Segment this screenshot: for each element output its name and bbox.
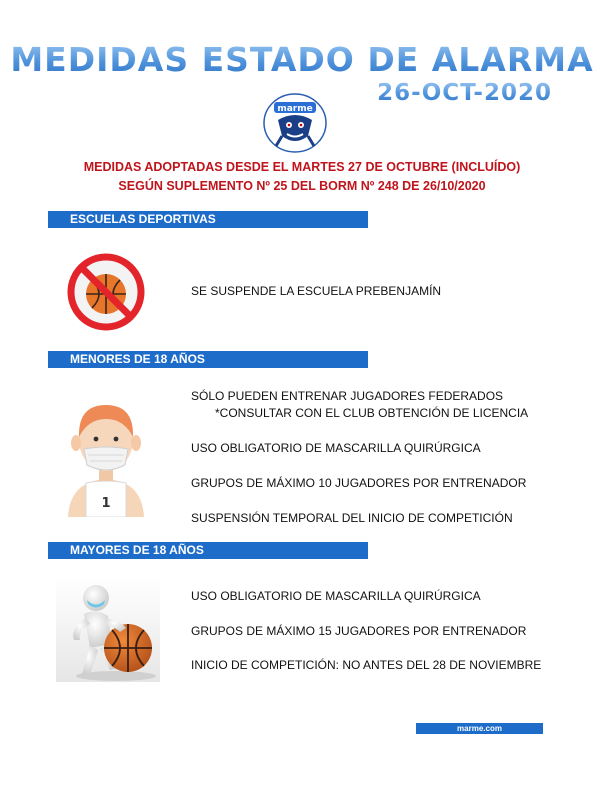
section-item: GRUPOS DE MÁXIMO 15 JUGADORES POR ENTRENADOR xyxy=(191,624,527,638)
svg-text:1: 1 xyxy=(101,496,111,511)
footer-site-link[interactable]: marme.com xyxy=(416,723,543,734)
section-item: USO OBLIGATORIO DE MASCARILLA QUIRÚRGICA xyxy=(191,589,481,603)
club-logo xyxy=(262,92,328,154)
section-item: USO OBLIGATORIO DE MASCARILLA QUIRÚRGICA xyxy=(191,441,481,455)
section-item: SE SUSPENDE LA ESCUELA PREBENJAMÍN xyxy=(191,284,442,298)
svg-text:marme: marme xyxy=(277,104,313,114)
intro-line-1: MEDIDAS ADOPTADAS DESDE EL MARTES 27 DE OCTUBRE (INCLUÍDO) xyxy=(83,160,521,174)
page-date: 26-OCT-2020 xyxy=(377,80,552,106)
section-item: SUSPENSIÓN TEMPORAL DEL INICIO DE COMPETICIÓN xyxy=(191,511,513,525)
page-title: MEDIDAS ESTADO DE ALARMA xyxy=(0,40,604,79)
masked-figure-with-ball-icon xyxy=(56,578,160,682)
masked-child-icon xyxy=(62,395,150,517)
section-item: SÓLO PUEDEN ENTRENAR JUGADORES FEDERADOS xyxy=(191,389,504,403)
section-bar-escuelas: ESCUELAS DEPORTIVAS xyxy=(48,211,368,228)
no-basketball-icon xyxy=(66,252,146,332)
intro-line-2: SEGÚN SUPLEMENTO Nº 25 DEL BORM Nº 248 DE 26/10/2020 xyxy=(118,179,486,193)
section-note: *CONSULTAR CON EL CLUB OBTENCIÓN DE LICENCIA xyxy=(215,406,529,420)
section-item: INICIO DE COMPETICIÓN: NO ANTES DEL 28 DE NOVIEMBRE xyxy=(191,658,542,672)
section-bar-menores: MENORES DE 18 AÑOS xyxy=(48,351,368,368)
section-item: GRUPOS DE MÁXIMO 10 JUGADORES POR ENTRENADOR xyxy=(191,476,527,490)
section-bar-mayores: MAYORES DE 18 AÑOS xyxy=(48,542,368,559)
